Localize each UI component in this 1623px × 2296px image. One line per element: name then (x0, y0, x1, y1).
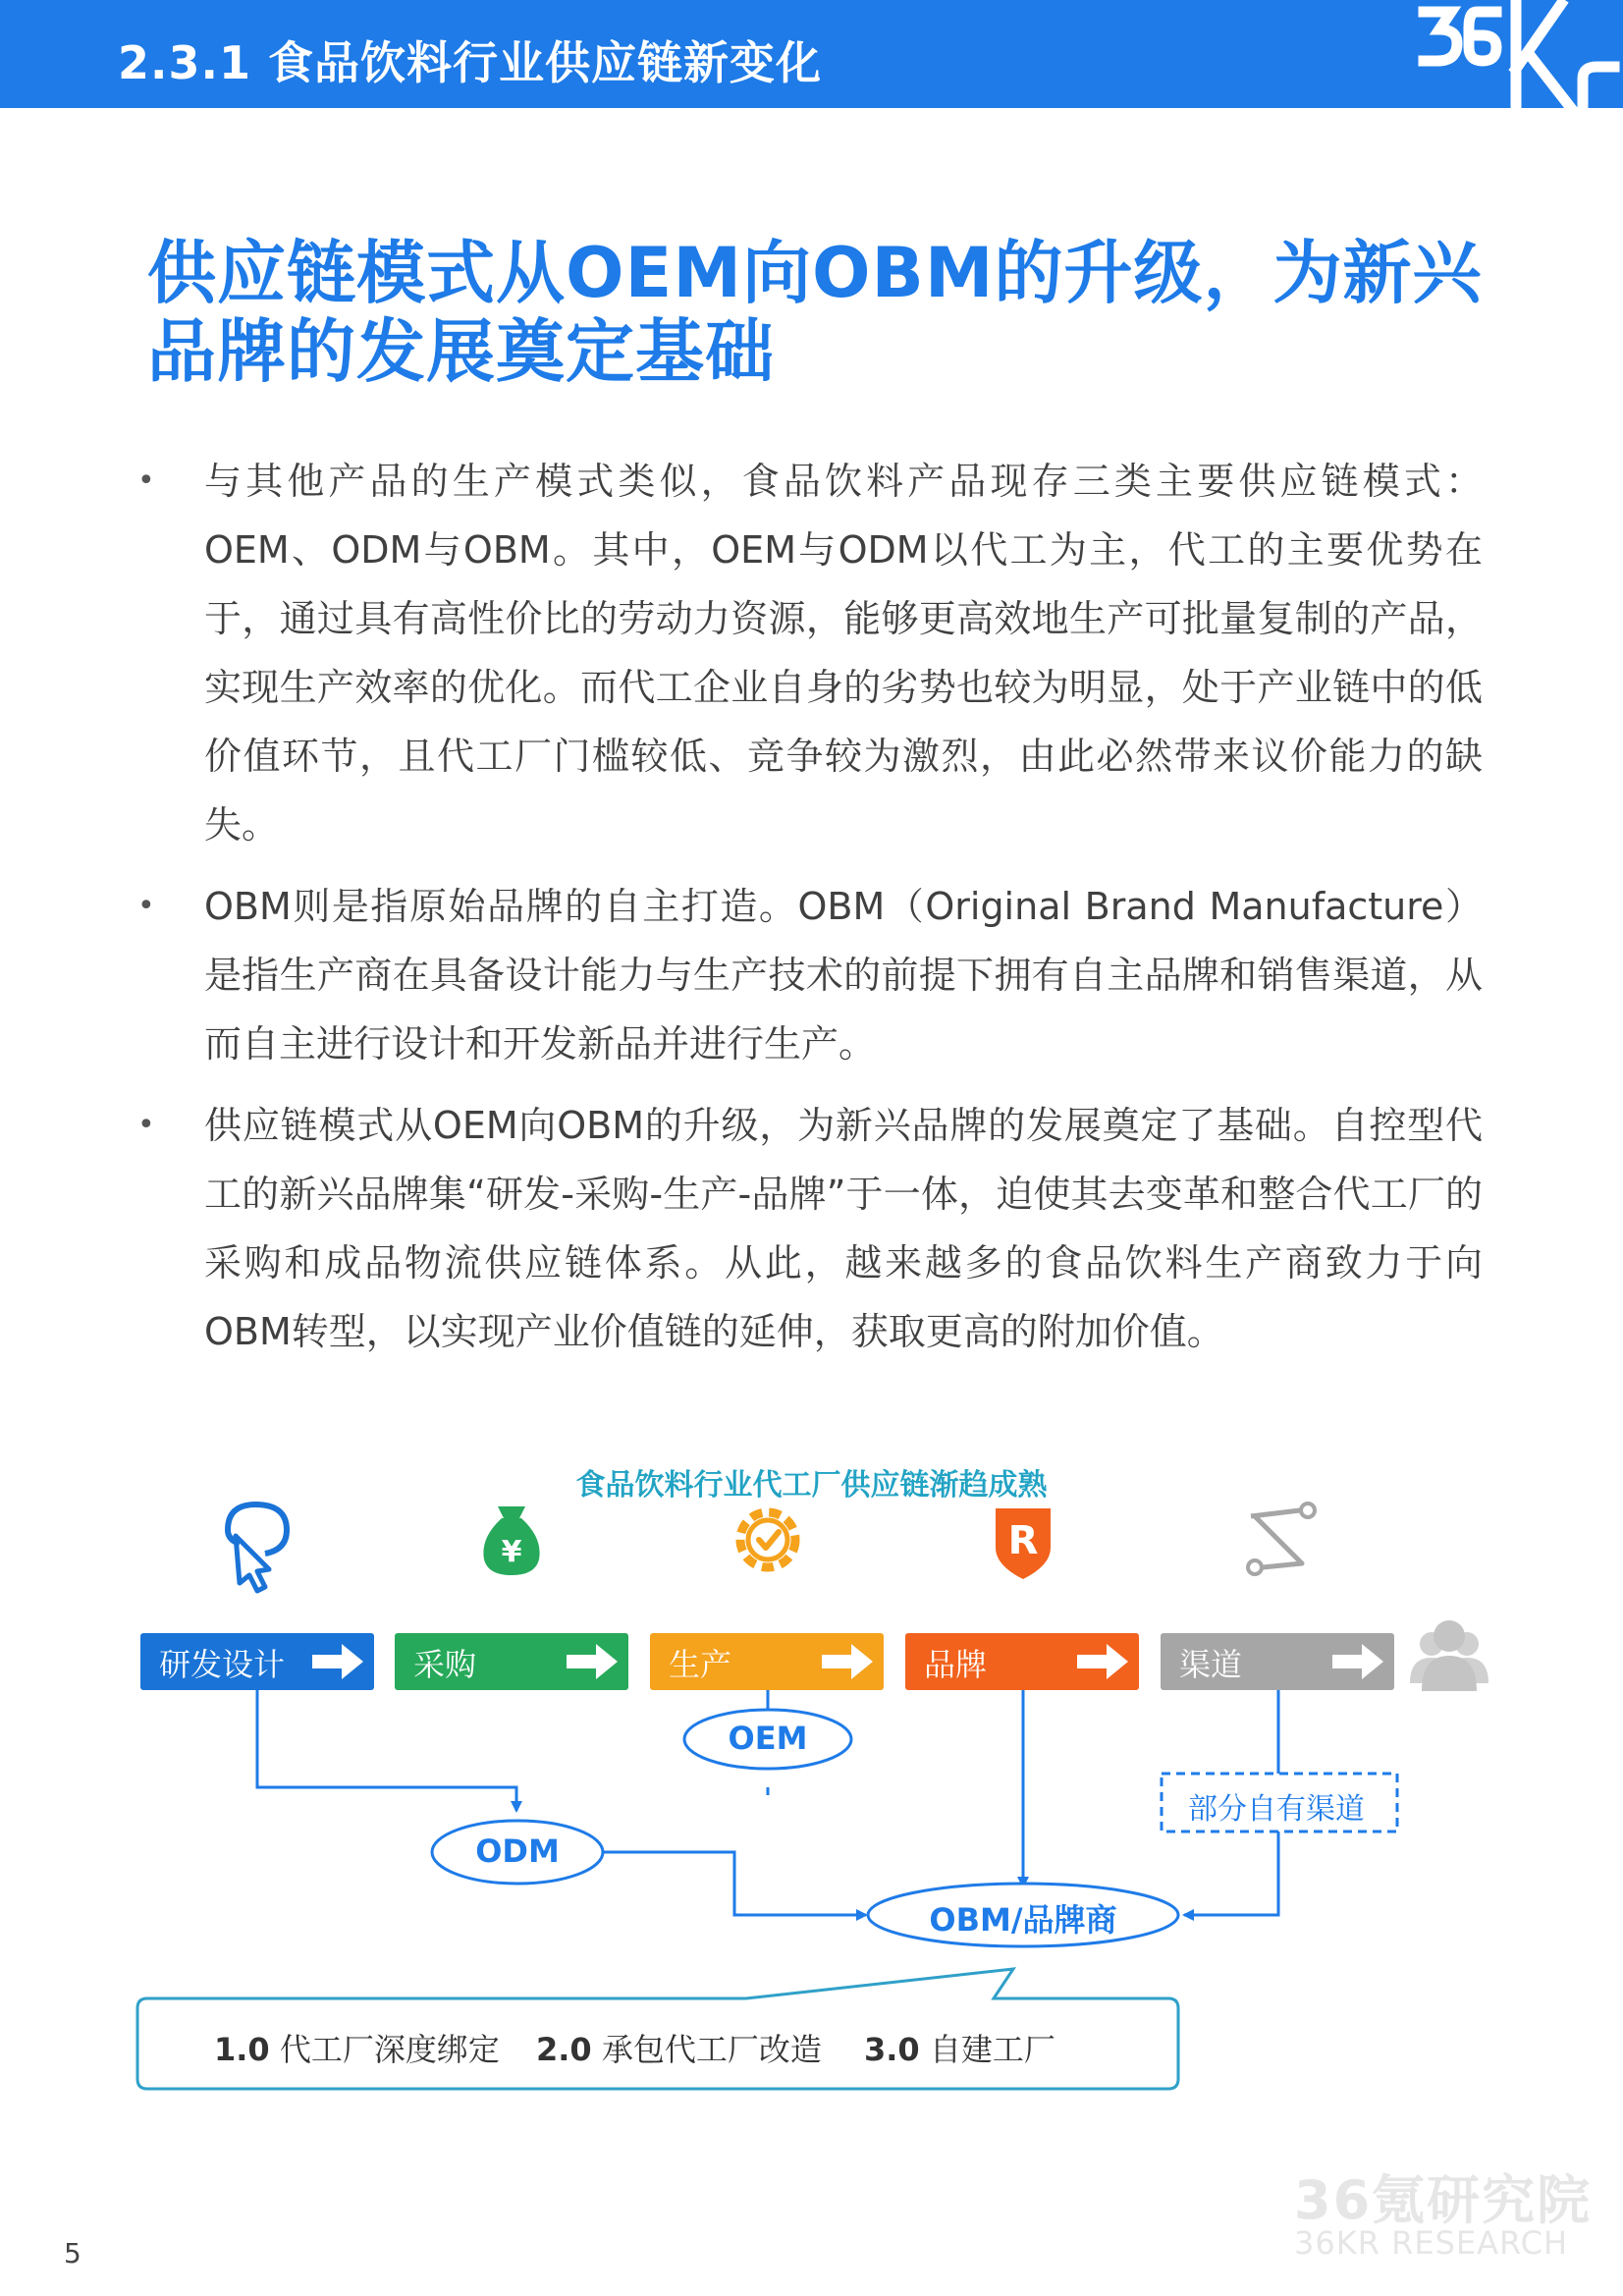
supply-chain-diagram (0, 1434, 1623, 2121)
brand-shield-icon (996, 1508, 1051, 1579)
bullet-text: 与其他产品的生产模式类似，食品饮料产品现存三类主要供应链模式：OEM、ODM与OBM。其中，OEM与ODM以代工为主，代工的主要优势在于，通过具有高性价比的劳动力资源，能够更高效地生产可批量复制的产品，实现生产效率的优化。而代工企业自身的劣势也较为明显，处于产业链中的低价值环节，且代工厂门槛较低、竞争较为激烈，由此必然带来议价能力的缺失。 (204, 460, 1483, 847)
headline: 供应链模式从OEM向OBM的升级，为新兴品牌的发展奠定基础 (147, 233, 1483, 392)
bullet-list (137, 447, 1483, 1379)
users-icon (1410, 1620, 1488, 1691)
bullet-dot-icon: • (137, 1108, 155, 1142)
stage-number: 3.0 (864, 2031, 920, 2068)
header-bar (0, 0, 1623, 108)
gear-check-icon (740, 1512, 795, 1567)
money-bag-icon (483, 1506, 539, 1575)
stage-number: 2.0 (536, 2031, 592, 2068)
page-number: 5 (64, 2237, 81, 2269)
brand-logo (1414, 0, 1623, 108)
stage-text: 自建工厂 (929, 2031, 1055, 2068)
bullet-item (137, 1091, 1483, 1366)
stage-text: 承包代工厂改造 (601, 2031, 822, 2068)
stage-item (214, 2025, 500, 2070)
bullet-item (137, 872, 1483, 1078)
section-title: 2.3.1 食品饮料行业供应链新变化 (118, 36, 822, 89)
step-label-research: 研发设计 (159, 1646, 286, 1683)
obm-label: OBM/品牌商 (929, 1901, 1117, 1939)
step-label-channel: 渠道 (1179, 1646, 1243, 1683)
step-label-purchase: 采购 (413, 1646, 477, 1683)
step-label-brand: 品牌 (924, 1646, 988, 1683)
stage-number: 1.0 (214, 2031, 270, 2068)
diagram-canvas (0, 1434, 1623, 2121)
channel-note: 部分自有渠道 (1188, 1792, 1365, 1827)
cursor-icon (228, 1504, 287, 1591)
watermark-cn: 36氪研究院 (1294, 2169, 1593, 2231)
bullet-text: OBM则是指原始品牌的自主打造。OBM（Original Brand Manufacture）是指生产商在具备设计能力与生产技术的前提下拥有自主品牌和销售渠道，从而自主进行设计和开发新品并进行生产。 (204, 885, 1483, 1066)
stage-item (536, 2025, 822, 2070)
watermark-en: 36KR RESEARCH (1294, 2224, 1569, 2262)
stage-item (864, 2025, 1055, 2070)
oem-label: OEM (728, 1720, 808, 1757)
bullet-text: 供应链模式从OEM向OBM的升级，为新兴品牌的发展奠定了基础。自控型代工的新兴品牌集“研发-采购-生产-品牌”于一体，迫使其去变革和整合代工厂的采购和成品物流供应链体系。从此，越来越多的食品饮料生产商致力于向OBM转型，以实现产业价值链的延伸，获取更高的附加价值。 (204, 1104, 1483, 1353)
odm-label: ODM (475, 1832, 560, 1870)
svg-text:¥: ¥ (501, 1535, 522, 1569)
bullet-dot-icon: • (137, 464, 155, 498)
bullet-dot-icon: • (137, 889, 155, 923)
svg-text:R: R (1007, 1518, 1039, 1563)
bullet-item (137, 447, 1483, 859)
route-icon (1248, 1503, 1315, 1574)
diagram-title: 食品饮料行业代工厂供应链渐趋成熟 (575, 1468, 1048, 1503)
stage-text: 代工厂深度绑定 (279, 2031, 500, 2068)
step-label-production: 生产 (669, 1646, 732, 1683)
